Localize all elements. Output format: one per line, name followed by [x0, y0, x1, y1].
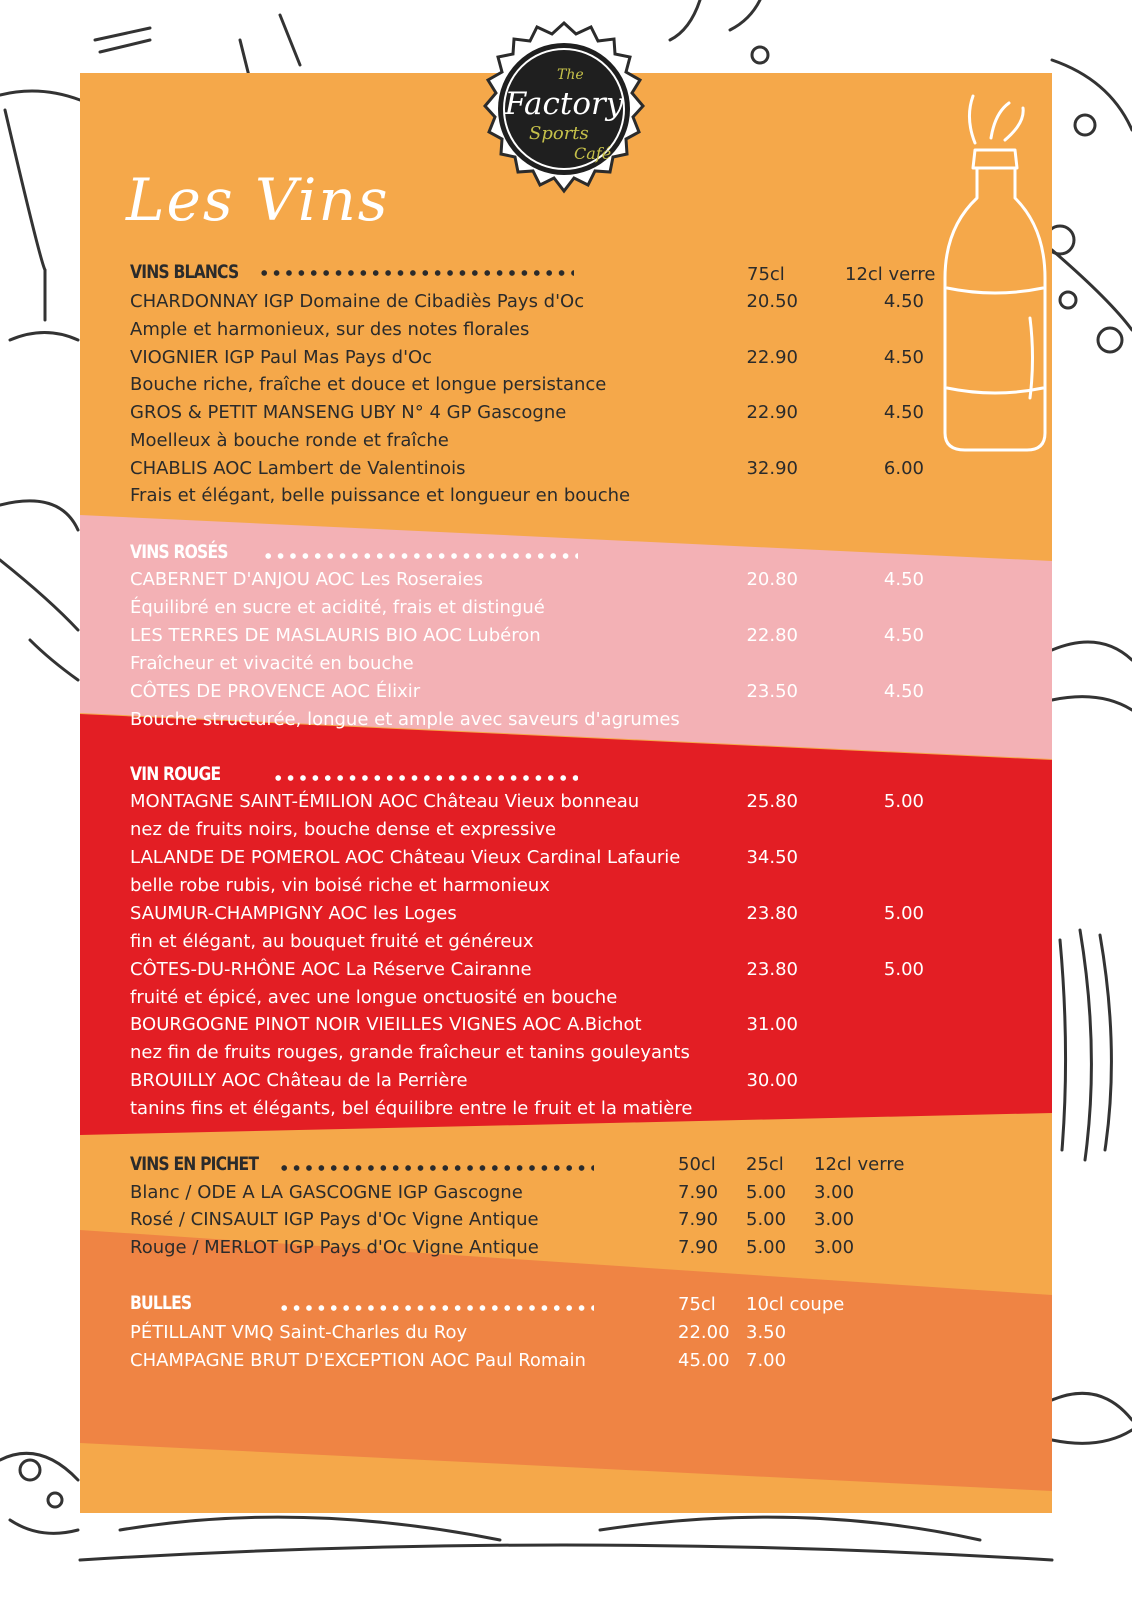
- price-50cl: 7.90: [678, 1182, 719, 1203]
- price-25cl: 5.00: [746, 1237, 787, 1258]
- wine-desc: Équilibré en sucre et acidité, frais et distingué: [130, 597, 545, 618]
- price-10cl: 3.50: [746, 1322, 787, 1343]
- logo-sports: Sports: [529, 123, 589, 144]
- price-glass: 4.50: [883, 291, 924, 312]
- wine-name: CÔTES-DU-RHÔNE AOC La Réserve Cairanne: [130, 959, 532, 980]
- factory-logo: [474, 19, 654, 199]
- col-header-12cl: 12cl verre: [845, 264, 936, 285]
- wine-name: Rouge / MERLOT IGP Pays d'Oc Vigne Antique: [130, 1237, 539, 1258]
- price-50cl: 7.90: [678, 1209, 719, 1230]
- logo-cafe: Café: [574, 144, 612, 163]
- bottle-icon: [935, 88, 1052, 468]
- pepper-icon: [0, 501, 78, 680]
- price-75cl: 45.00: [678, 1350, 730, 1371]
- wine-name: CÔTES DE PROVENCE AOC Élixir: [130, 681, 421, 702]
- col-header-75cl: 75cl: [747, 264, 785, 285]
- price-10cl: 7.00: [746, 1350, 787, 1371]
- wine-desc: Ample et harmonieux, sur des notes florales: [130, 319, 530, 340]
- section-heading-vins-roses: VINS ROSÉS: [130, 541, 228, 563]
- price-12cl: 3.00: [814, 1209, 855, 1230]
- price-bottle: 20.50: [746, 291, 798, 312]
- price-bottle: 31.00: [746, 1014, 798, 1035]
- wine-name: LALANDE DE POMEROL AOC Château Vieux Cardinal Lafaurie: [130, 847, 681, 868]
- price-glass: 6.00: [883, 458, 924, 479]
- wine-name: BROUILLY AOC Château de la Perrière: [130, 1070, 468, 1091]
- wine-desc: tanins fins et élégants, bel équilibre entre le fruit et la matière: [130, 1098, 693, 1119]
- col-header-25cl: 25cl: [746, 1154, 784, 1175]
- price-bottle: 23.80: [746, 903, 798, 924]
- wine-desc: Fraîcheur et vivacité en bouche: [130, 653, 414, 674]
- price-glass: 5.00: [883, 903, 924, 924]
- price-50cl: 7.90: [678, 1237, 719, 1258]
- wine-desc: nez de fruits noirs, bouche dense et expressive: [130, 819, 557, 840]
- page-title: Les Vins: [126, 166, 390, 234]
- price-glass: 4.50: [883, 347, 924, 368]
- section-divider: [278, 1165, 594, 1171]
- section-heading-vins-pichet: VINS EN PICHET: [130, 1153, 259, 1175]
- wine-name: VIOGNIER IGP Paul Mas Pays d'Oc: [130, 347, 433, 368]
- col-header-12cl: 12cl verre: [814, 1154, 905, 1175]
- price-bottle: 32.90: [746, 458, 798, 479]
- wine-desc: fin et élégant, au bouquet fruité et généreux: [130, 931, 534, 952]
- section-divider: [258, 270, 574, 276]
- wine-name: LES TERRES DE MASLAURIS BIO AOC Lubéron: [130, 625, 541, 646]
- price-12cl: 3.00: [814, 1182, 855, 1203]
- price-12cl: 3.00: [814, 1237, 855, 1258]
- price-glass: 4.50: [883, 569, 924, 590]
- col-header-50cl: 50cl: [678, 1154, 716, 1175]
- price-25cl: 5.00: [746, 1182, 787, 1203]
- wine-desc: Bouche structurée, longue et ample avec saveurs d'agrumes: [130, 709, 680, 730]
- price-bottle: 34.50: [746, 847, 798, 868]
- price-bottle: 23.80: [746, 959, 798, 980]
- section-divider: [262, 553, 578, 559]
- section-heading-vin-rouge: VIN ROUGE: [130, 763, 221, 785]
- wine-desc: Frais et élégant, belle puissance et longueur en bouche: [130, 485, 631, 506]
- price-glass: 5.00: [883, 959, 924, 980]
- section-divider: [272, 775, 578, 781]
- col-header-10cl: 10cl coupe: [746, 1294, 845, 1315]
- wine-desc: Bouche riche, fraîche et douce et longue persistance: [130, 374, 607, 395]
- price-bottle: 22.90: [746, 402, 798, 423]
- wine-name: SAUMUR-CHAMPIGNY AOC les Loges: [130, 903, 457, 924]
- section-heading-bulles: BULLES: [130, 1292, 192, 1314]
- wine-name: Blanc / ODE A LA GASCOGNE IGP Gascogne: [130, 1182, 523, 1203]
- price-bottle: 23.50: [746, 681, 798, 702]
- wine-name: Rosé / CINSAULT IGP Pays d'Oc Vigne Antique: [130, 1209, 539, 1230]
- wine-desc: Moelleux à bouche ronde et fraîche: [130, 430, 449, 451]
- wine-name: PÉTILLANT VMQ Saint-Charles du Roy: [130, 1322, 468, 1343]
- wine-name: MONTAGNE SAINT-ÉMILION AOC Château Vieux bonneau: [130, 791, 640, 812]
- wine-name: CABERNET D'ANJOU AOC Les Roseraies: [130, 569, 484, 590]
- price-bottle: 20.80: [746, 569, 798, 590]
- wine-desc: belle robe rubis, vin boisé riche et harmonieux: [130, 875, 550, 896]
- price-glass: 4.50: [883, 681, 924, 702]
- price-75cl: 22.00: [678, 1322, 730, 1343]
- price-glass: 5.00: [883, 791, 924, 812]
- col-header-75cl: 75cl: [678, 1294, 716, 1315]
- logo-the: The: [557, 67, 584, 83]
- wine-name: CHARDONNAY IGP Domaine de Cibadiès Pays d'Oc: [130, 291, 585, 312]
- wine-name: GROS & PETIT MANSENG UBY N° 4 GP Gascogne: [130, 402, 567, 423]
- price-25cl: 5.00: [746, 1209, 787, 1230]
- price-bottle: 25.80: [746, 791, 798, 812]
- wine-desc: nez fin de fruits rouges, grande fraîcheur et tanins gouleyants: [130, 1042, 690, 1063]
- section-divider: [278, 1305, 594, 1311]
- wine-name: CHABLIS AOC Lambert de Valentinois: [130, 458, 466, 479]
- price-glass: 4.50: [883, 402, 924, 423]
- price-bottle: 22.90: [746, 347, 798, 368]
- wine-name: CHAMPAGNE BRUT D'EXCEPTION AOC Paul Romain: [130, 1350, 586, 1371]
- logo-factory: Factory: [504, 86, 624, 122]
- wine-desc: fruité et épicé, avec une longue onctuosité en bouche: [130, 987, 618, 1008]
- wine-name: BOURGOGNE PINOT NOIR VIEILLES VIGNES AOC A.Bichot: [130, 1014, 642, 1035]
- section-heading-vins-blancs: VINS BLANCS: [130, 261, 239, 283]
- price-bottle: 22.80: [746, 625, 798, 646]
- price-bottle: 30.00: [746, 1070, 798, 1091]
- price-glass: 4.50: [883, 625, 924, 646]
